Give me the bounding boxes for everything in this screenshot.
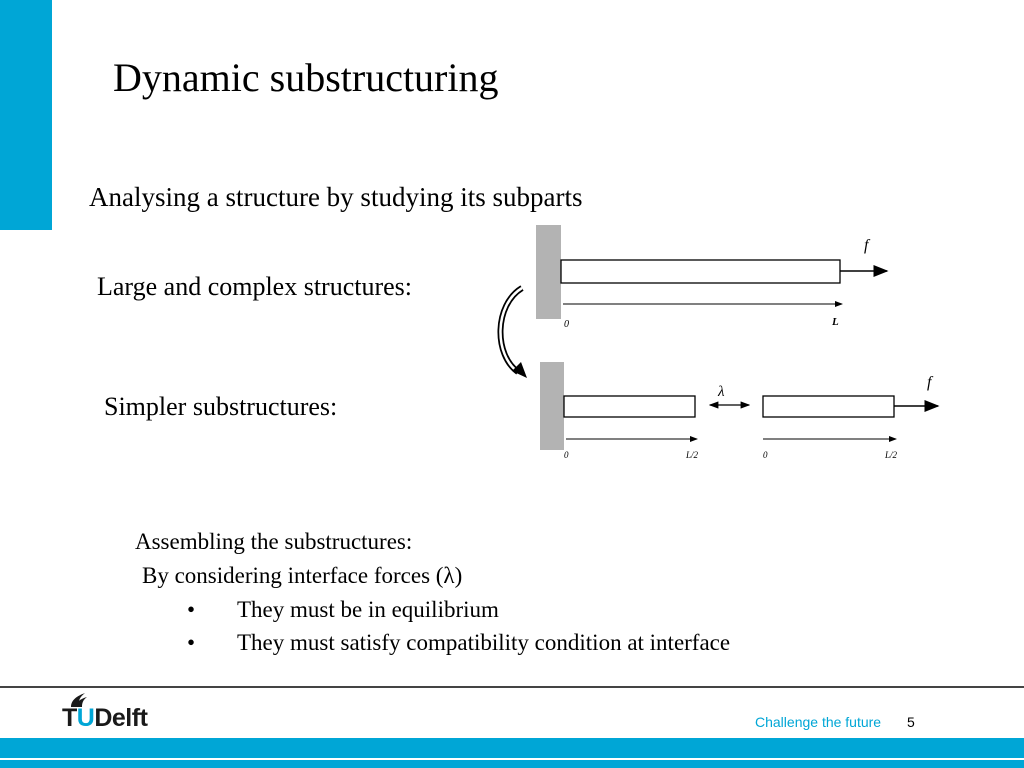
wall-support-bottom [540,362,564,450]
logo-wordmark: TUDelft [62,704,148,732]
slide-title: Dynamic substructuring [113,55,499,100]
footer-divider [0,686,1024,688]
page-number: 5 [907,714,915,730]
assembling-heading: Assembling the substructures: [135,529,413,554]
interface-forces-text: By considering interface forces (λ) [142,563,463,588]
axis-bottom-right-start: 0 [763,450,768,460]
axis-bottom-right-end: L/2 [885,450,898,460]
footer-tagline: Challenge the future [755,714,882,730]
beam-full [561,260,840,283]
force-label-top: f [864,237,869,254]
beam-left-half [564,396,695,417]
force-label-bottom: f [927,374,932,391]
tu-delft-logo [62,692,172,734]
interface-force-label: λ [718,384,725,400]
decompose-arrow-head [512,362,527,378]
bullet-text: They must be in equilibrium [237,597,499,622]
label-large-structures: Large and complex structures: [97,272,413,301]
bullet-text: They must satisfy compatibility condition at interface [237,630,731,655]
axis-top-end: L [832,316,839,328]
label-simpler-substructures: Simpler substructures: [104,392,338,421]
beam-right-half [763,396,894,417]
decompose-curved-arrow [500,288,522,372]
wall-support-top [536,225,561,319]
slide-subtitle: Analysing a structure by studying its subparts [89,182,583,212]
axis-bottom-left-end: L/2 [686,450,699,460]
axis-bottom-left-start: 0 [564,450,569,460]
bullet-dot: • [187,630,196,655]
axis-top-start: 0 [564,319,569,330]
bullet-dot: • [187,597,196,622]
footer-band [0,738,1024,768]
